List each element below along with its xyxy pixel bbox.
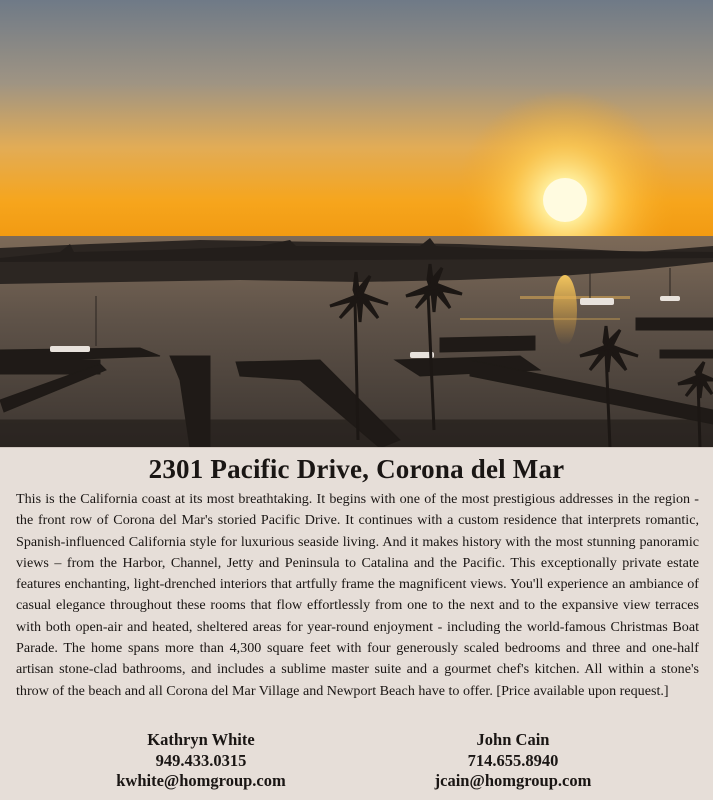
listing-title: 2301 Pacific Drive, Corona del Mar (148, 454, 565, 484)
agent-email: jcain@homgroup.com (434, 771, 592, 790)
agent-contact-john-cain (383, 730, 643, 792)
agent-name: John Cain (476, 730, 550, 749)
agent-contact-kathryn-white (71, 730, 331, 792)
agent-phone: 714.655.8940 (467, 750, 559, 770)
listing-description: This is the California coast at its most breathtaking. It begins with one of the most prestigious addresses in the region - the front row of Corona del Mar's storied Pacific Drive. It continues with a custom residence that interprets romantic, Spanish-influenced California style for luxurious seaside living. And it makes history with the most stunning panoramic views – from the Harbor, Channel, Jetty and Peninsula to Catalina and the Pacific. This exceptionally private estate features enchanting, light-drenched interiors that artfully frame the magnificent views. You'll experience an ambiance of casual elegance throughout these rooms that flow effortlessly from one to the next and to the expansive view terraces with both open-air and heated, sheltered areas for year-round enjoyment - including the world-famous Christmas Boat Parade. The home spans more than 4,300 square feet with four generously scaled bedrooms and three and one-half artisan stone-clad bathrooms, and includes a sublime master suite and a gourmet chef's kitchen. All within a stone's throw of the beach and all Corona del Mar Village and Newport Beach have to offer. [Price available upon request.] (16, 491, 699, 699)
agent-name: Kathryn White (147, 730, 255, 749)
agent-phone: 949.433.0315 (155, 750, 247, 770)
agent-email: kwhite@homgroup.com (116, 771, 286, 790)
